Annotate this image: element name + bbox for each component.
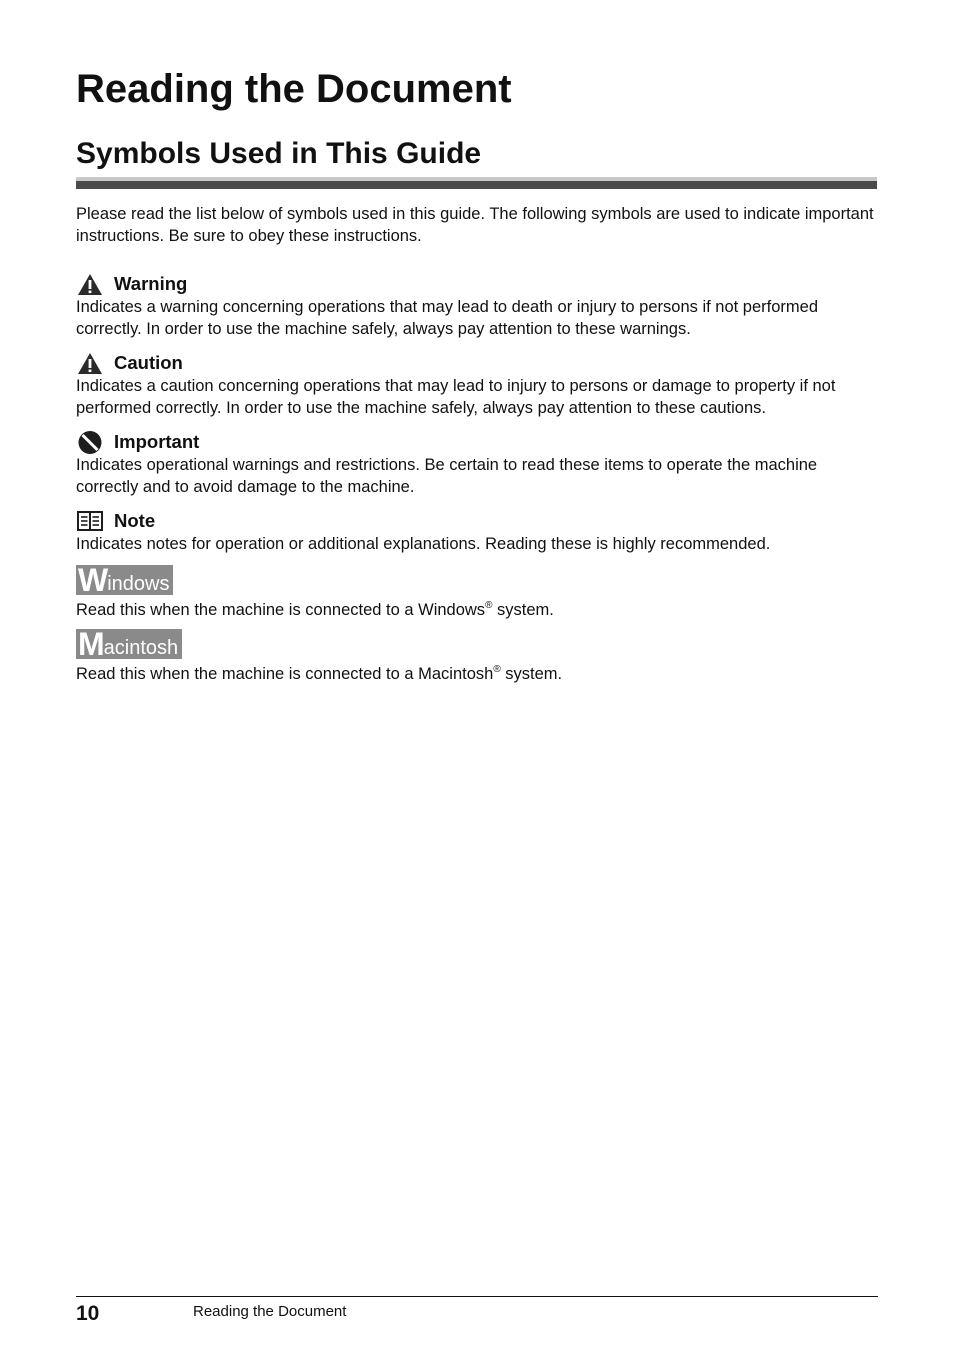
- symbol-caution: [76, 351, 882, 419]
- symbol-label: Caution: [114, 352, 183, 373]
- badge-text: indows: [107, 573, 170, 595]
- os-note-text-end: system.: [492, 601, 554, 619]
- section-title: Symbols Used in This Guide: [76, 137, 482, 170]
- registered-mark: ®: [493, 664, 501, 675]
- footer-rule: [76, 1296, 878, 1297]
- page-title: Reading the Document: [76, 67, 512, 111]
- symbol-warning: [76, 272, 882, 340]
- symbol-description: Indicates notes for operation or additional explanations. Reading these is highly recommended.: [76, 535, 771, 553]
- os-note-text: [76, 663, 882, 685]
- symbol-note: [76, 509, 882, 555]
- badge-initial: M: [78, 626, 104, 662]
- os-note-macintosh: [76, 626, 882, 685]
- symbol-label: Note: [114, 510, 156, 531]
- note-book-icon: [76, 509, 104, 533]
- symbol-description: Indicates a warning concerning operations that may lead to death or injury to persons if not performed correctly. In order to use the machine safely, always pay attention to these warnings.: [76, 298, 819, 338]
- symbol-description: Indicates operational warnings and restrictions. Be certain to read these items to operate the machine correctly and to avoid damage to the machine.: [76, 456, 818, 496]
- macintosh-badge-icon: [76, 626, 182, 662]
- symbol-label: Warning: [114, 273, 188, 294]
- page-number: 10: [76, 1302, 100, 1325]
- footer-running-title: Reading the Document: [193, 1303, 347, 1320]
- symbol-label: Important: [114, 431, 200, 452]
- registered-mark: ®: [485, 600, 493, 611]
- os-note-text-main: Read this when the machine is connected to a Windows: [76, 601, 486, 619]
- os-note-text: [76, 599, 882, 621]
- badge-text: acintosh: [103, 637, 179, 659]
- os-note-text-main: Read this when the machine is connected to a Macintosh: [76, 665, 494, 683]
- symbol-important: [76, 430, 882, 498]
- caution-triangle-icon: [76, 351, 104, 375]
- os-note-windows: [76, 562, 882, 621]
- important-prohibition-icon: [76, 430, 104, 454]
- warning-triangle-icon: [76, 272, 104, 296]
- badge-initial: W: [78, 562, 108, 598]
- windows-badge-icon: [76, 562, 173, 598]
- section-rule-dark: [76, 181, 877, 189]
- os-note-text-end: system.: [500, 665, 563, 683]
- intro-paragraph: Please read the list below of symbols used in this guide. The following symbols are used to indicate important instructions. Be sure to obey these instructions.: [76, 205, 874, 245]
- symbol-description: Indicates a caution concerning operations that may lead to injury to persons or damage to property if not performed correctly. In order to use the machine safely, always pay attention to these cautions.: [76, 377, 836, 417]
